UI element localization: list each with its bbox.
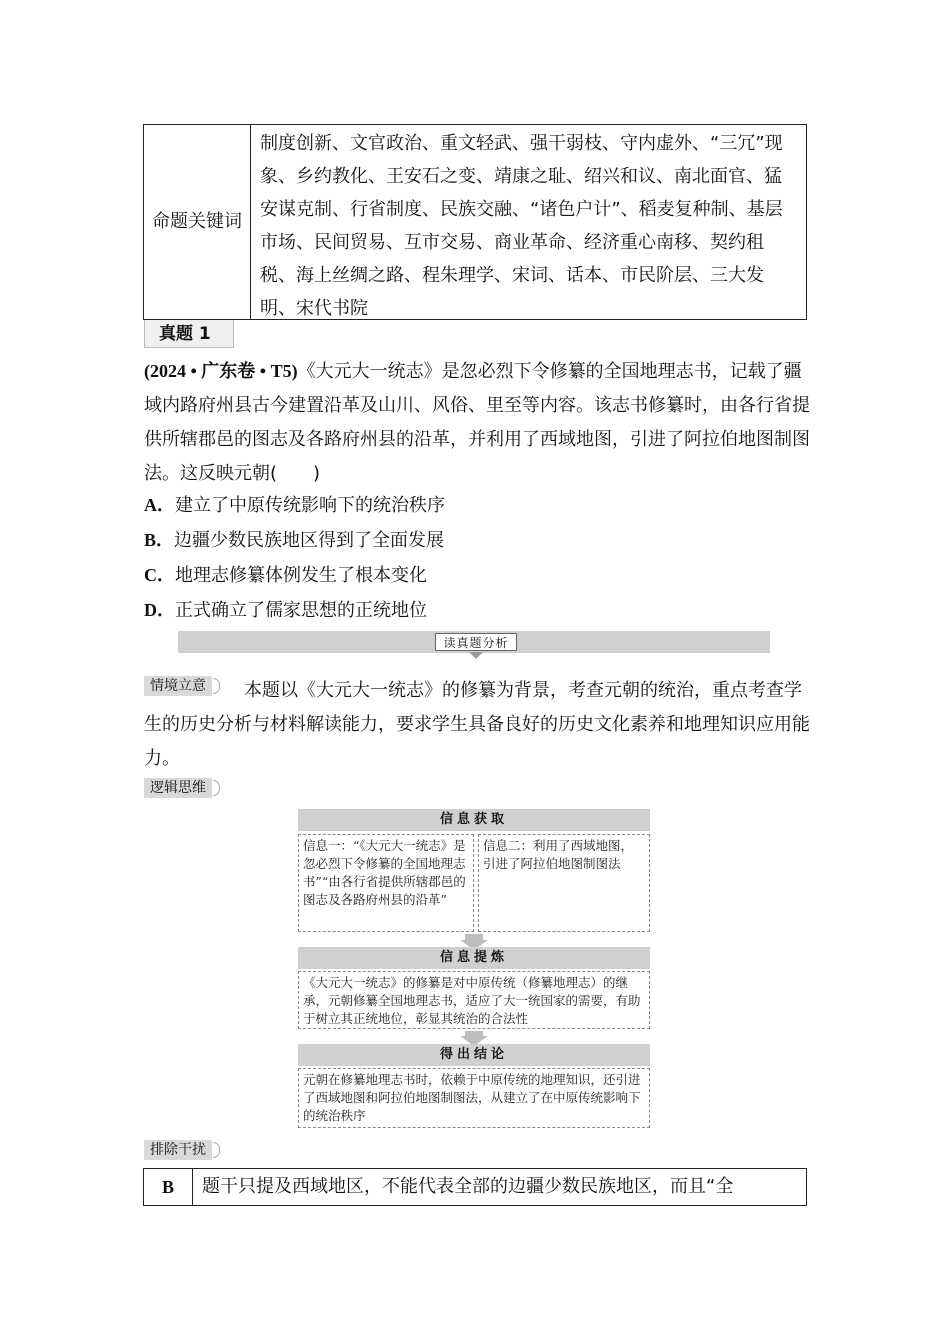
option-text: 建立了中原传统影响下的统治秩序	[175, 495, 445, 516]
diagram-conclusion-box: 元朝在修纂地理志书时，依赖于中原传统的地理知识，还引进了西域地图和阿拉伯地图制图法，从建立了在中原传统影响下的统治秩序	[298, 1068, 650, 1128]
exclusion-table	[143, 1168, 807, 1206]
option-text: 边疆少数民族地区得到了全面发展	[174, 530, 445, 551]
diagram-step3-title: 得出结论	[298, 1044, 650, 1066]
question-tag: 真题 1	[144, 320, 234, 348]
option-letter: B．	[144, 530, 175, 550]
exclusion-text: 题干只提及西域地区，不能代表全部的边疆少数民族地区，而且“全	[202, 1176, 734, 1197]
question-text: 《大元大一统志》是忽必烈下令修纂的全国地理志书，记载了疆域内路府州县古今建置沿革及山川、风俗、里至等内容。该志书修纂时，由各行省提供所辖郡邑的图志及各路府州县的沿革，并利用了西域地图，引进了阿拉伯地图制图法。这反映元朝( )	[144, 361, 810, 484]
question-source: (2024 • 广东卷 • T5)	[144, 361, 298, 381]
exclude-tag: 排除干扰	[144, 1140, 212, 1160]
keyword-text: 制度创新、文官政治、重文轻武、强干弱枝、守内虚外、“三冗”现象、乡约教化、王安石之变、靖康之耻、绍兴和议、南北面官、猛安谋克制、行省制度、民族交融、“诸色户计”、稻麦复种制、基层市场、民间贸易、互市交易、商业革命、经济重心南移、契约租税、海上丝绸之路、程朱理学、宋词、话本、市民阶层、三大发明、宋代书院	[260, 133, 783, 319]
exclusion-letter: B	[144, 1169, 193, 1205]
option-text: 地理志修纂体例发生了根本变化	[175, 565, 427, 586]
logic-tag: 逻辑思维	[144, 778, 212, 798]
diagram-step2-title: 信息提炼	[298, 947, 650, 969]
analysis-banner-label: 读真题分析	[435, 633, 517, 651]
diagram-refine-box: 《大元大一统志》的修纂是对中原传统（修纂地理志）的继承，元朝修纂全国地理志书，适应了大一统国家的需要，有助于树立其正统地位，彰显其统治的合法性	[298, 971, 650, 1029]
question-stem	[144, 354, 814, 491]
option-letter: A．	[144, 495, 175, 515]
diagram-step1-title: 信息获取	[298, 809, 650, 831]
option-b	[144, 523, 444, 558]
option-text: 正式确立了儒家思想的正统地位	[175, 600, 427, 621]
context-paragraph: 本题以《大元大一统志》的修纂为背景，考查元朝的统治，重点考查学生的历史分析与材料解读能力，要求学生具备良好的历史文化素养和地理知识应用能力。	[144, 680, 810, 769]
option-letter: D．	[144, 600, 175, 620]
keyword-label: 命题关键词	[144, 125, 251, 319]
keyword-table	[143, 124, 807, 320]
option-a	[144, 488, 445, 523]
diagram-info2-box: 信息二：利用了西域地图，引进了阿拉伯地图制图法	[478, 834, 650, 932]
option-c	[144, 558, 427, 593]
banner-arrow-icon	[469, 652, 483, 659]
option-letter: C．	[144, 565, 175, 585]
diagram-info1-box: 信息一：“《大元大一统志》是忽必烈下令修纂的全国地理志书”“由各行省提供所辖郡邑的图志及各路府州县的沿革”	[298, 834, 474, 932]
context-tag: 情境立意	[144, 676, 212, 696]
option-d	[144, 593, 427, 628]
